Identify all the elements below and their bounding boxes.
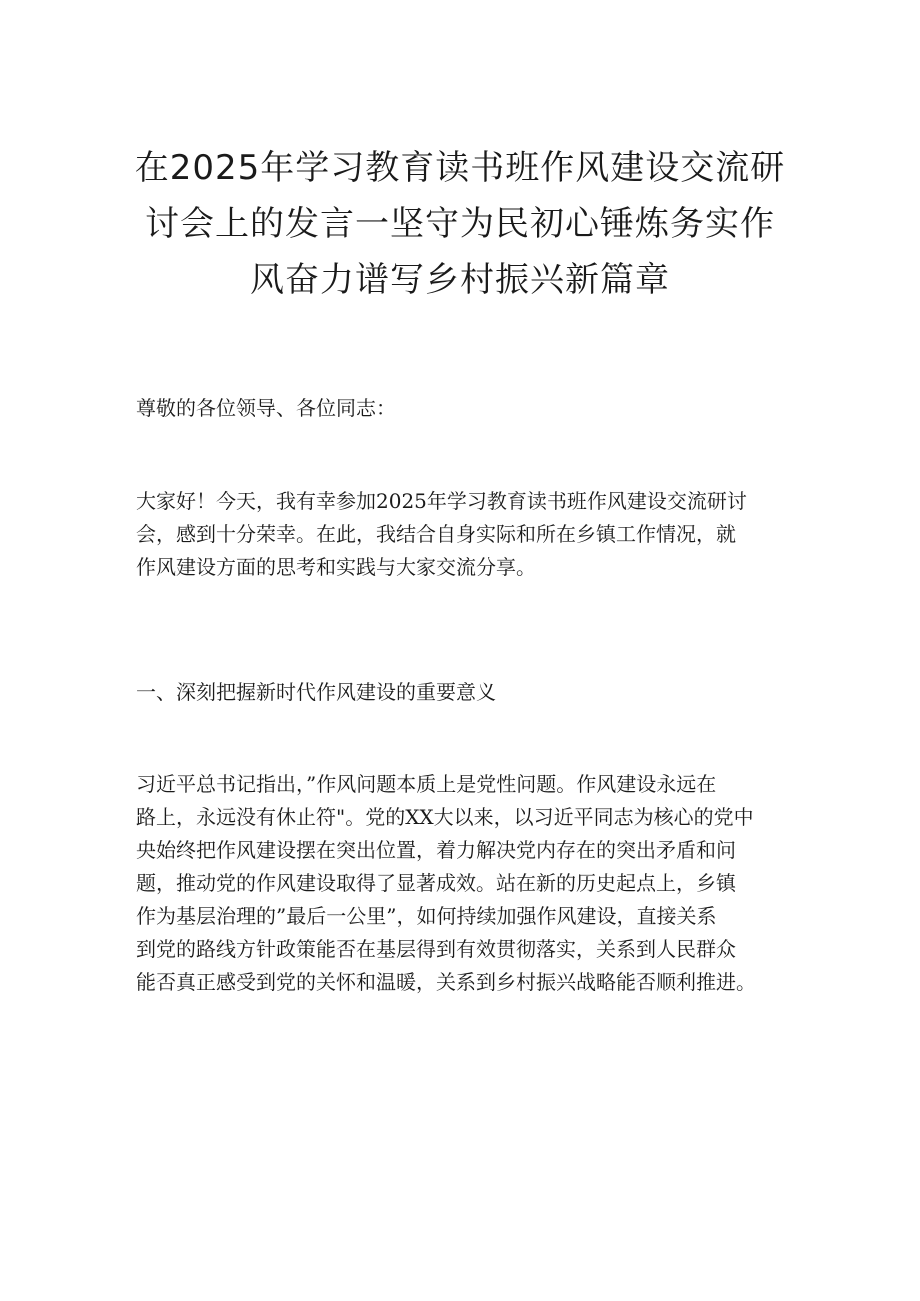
section-heading-text: 一、深刻把握新时代作风建设的重要意义 [136, 680, 496, 704]
paragraph-line: 作风建设方面的思考和实践与大家交流分享。 [136, 555, 536, 579]
paragraph-line: 作为基层治理的”最后一公里”，如何持续加强作风建设，直接关系 [136, 904, 717, 928]
paragraph-line: 会，感到十分荣幸。在此，我结合自身实际和所在乡镇工作情况，就 [136, 522, 736, 546]
paragraph-line: 能否真正感受到党的关怀和温暖，关系到乡村振兴战略能否顺利推进。 [136, 970, 756, 994]
salutation [136, 392, 796, 425]
title-line: 讨会上的发言一坚守为民初心锤炼务实作 [145, 204, 775, 244]
paragraph-line: 大家好！今天，我有幸参加2025年学习教育读书班作风建设交流研讨 [136, 489, 747, 513]
title-line: 在2025年学习教育读书班作风建设交流研 [134, 148, 786, 188]
paragraph-line: 央始终把作风建设摆在突出位置，着力解决党内存在的突出矛盾和问 [136, 838, 736, 862]
paragraph-line: 路上，永远没有休止符"。党的XX大以来，以习近平同志为核心的党中 [136, 805, 754, 829]
title-line: 风奋力谱写乡村振兴新篇章 [250, 260, 670, 300]
intro-paragraph [136, 485, 796, 584]
paragraph-line: 习近平总书记指出，”作风问题本质上是党性问题。作风建设永远在 [136, 772, 717, 796]
paragraph-line: 题，推动党的作风建设取得了显著成效。站在新的历史起点上，乡镇 [136, 871, 736, 895]
section-heading [136, 676, 796, 709]
body-paragraph [136, 768, 796, 999]
paragraph-line: 到党的路线方针政策能否在基层得到有效贯彻落实，关系到人民群众 [136, 937, 736, 961]
salutation-text: 尊敬的各位领导、各位同志： [136, 396, 396, 420]
document-title [120, 140, 800, 308]
